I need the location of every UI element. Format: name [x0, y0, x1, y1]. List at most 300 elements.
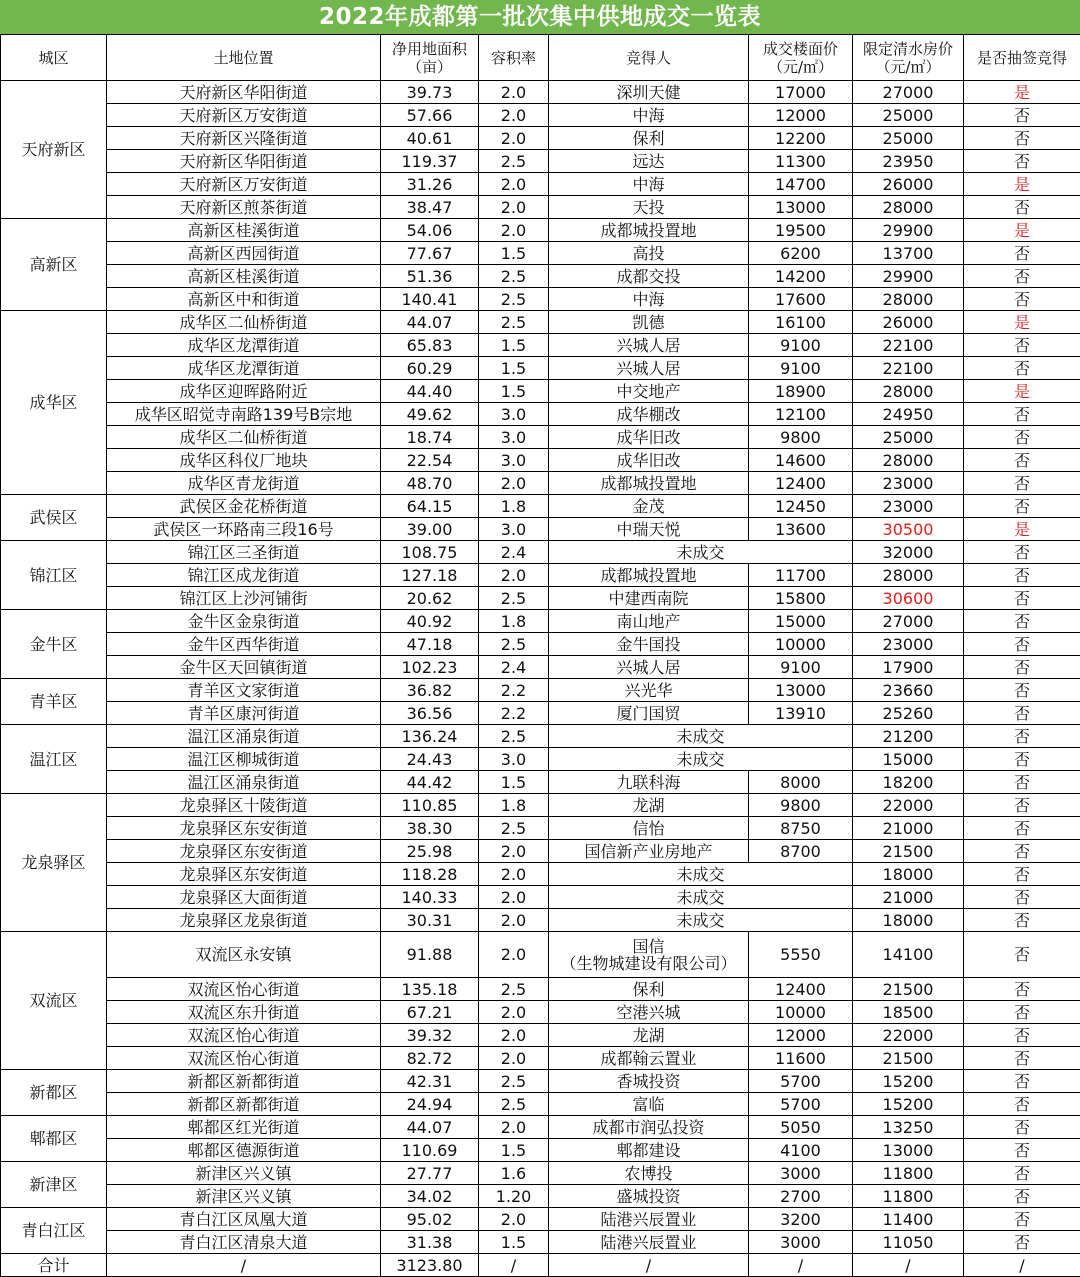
winner-cell: 成都城投置地 — [549, 564, 749, 587]
area-cell: 18.74 — [381, 426, 479, 449]
table-row — [1, 1070, 1080, 1093]
price-cell: 9100 — [749, 334, 853, 357]
table-row — [1, 771, 1080, 794]
location-cell: 青羊区康河街道 — [107, 702, 381, 725]
far-cell: 3.0 — [479, 518, 549, 541]
area-cell: 77.67 — [381, 242, 479, 265]
far-cell: 2.2 — [479, 702, 549, 725]
area-cell: 135.18 — [381, 978, 479, 1001]
far-cell: 1.5 — [479, 242, 549, 265]
district-cell: 温江区 — [1, 725, 107, 794]
far-cell: 2.0 — [479, 886, 549, 909]
location-cell: 双流区怡心街道 — [107, 978, 381, 1001]
unsold-cell: 未成交 — [549, 909, 853, 932]
table-row — [1, 863, 1080, 886]
lottery-cell: 否 — [964, 656, 1080, 679]
lottery-cell: 否 — [964, 1116, 1080, 1139]
table-row — [1, 1185, 1080, 1208]
location-cell: 天府新区华阳街道 — [107, 81, 381, 104]
far-cell: 2.4 — [479, 656, 549, 679]
far-cell: 2.5 — [479, 817, 549, 840]
winner-cell: 中海 — [549, 288, 749, 311]
far-cell: 2.5 — [479, 311, 549, 334]
price-cell: 15000 — [749, 610, 853, 633]
far-cell: 2.5 — [479, 633, 549, 656]
table-row — [1, 1162, 1080, 1185]
far-cell: 3.0 — [479, 426, 549, 449]
table-row — [1, 426, 1080, 449]
lottery-cell: 否 — [964, 1185, 1080, 1208]
table-row — [1, 265, 1080, 288]
cap-price-cell: 15200 — [853, 1070, 964, 1093]
price-cell: 8700 — [749, 840, 853, 863]
cap-price-cell: 13700 — [853, 242, 964, 265]
price-cell: 9100 — [749, 357, 853, 380]
district-cell: 金牛区 — [1, 610, 107, 679]
cap-price-cell: 18000 — [853, 863, 964, 886]
location-cell: 锦江区上沙河铺街 — [107, 587, 381, 610]
far-cell: 2.5 — [479, 1093, 549, 1116]
total-cap: / — [853, 1254, 964, 1277]
cap-price-cell: 18200 — [853, 771, 964, 794]
table-row — [1, 1139, 1080, 1162]
cap-price-cell: 22100 — [853, 334, 964, 357]
table-row — [1, 610, 1080, 633]
area-cell: 110.85 — [381, 794, 479, 817]
area-cell: 34.02 — [381, 1185, 479, 1208]
winner-cell: 国信新产业房地产 — [549, 840, 749, 863]
cap-price-cell: 21200 — [853, 725, 964, 748]
lottery-cell: 否 — [964, 932, 1080, 978]
price-cell: 3000 — [749, 1231, 853, 1254]
table-row — [1, 1093, 1080, 1116]
unsold-cell: 未成交 — [549, 748, 853, 771]
area-cell: 140.33 — [381, 886, 479, 909]
lottery-cell: 否 — [964, 104, 1080, 127]
unsold-cell: 未成交 — [549, 886, 853, 909]
price-cell: 19500 — [749, 219, 853, 242]
far-cell: 2.0 — [479, 219, 549, 242]
unsold-cell: 未成交 — [549, 541, 853, 564]
table-row — [1, 725, 1080, 748]
cap-price-cell: 29900 — [853, 219, 964, 242]
area-cell: 102.23 — [381, 656, 479, 679]
far-cell: 2.0 — [479, 196, 549, 219]
district-cell: 成华区 — [1, 311, 107, 495]
table-row — [1, 541, 1080, 564]
district-cell: 锦江区 — [1, 541, 107, 610]
location-cell: 高新区桂溪街道 — [107, 219, 381, 242]
winner-cell: 成都市润弘投资 — [549, 1116, 749, 1139]
location-cell: 锦江区三圣街道 — [107, 541, 381, 564]
price-cell: 5550 — [749, 932, 853, 978]
winner-cell: 龙湖 — [549, 794, 749, 817]
winner-cell: 兴城人居 — [549, 334, 749, 357]
area-cell: 39.32 — [381, 1024, 479, 1047]
table-row — [1, 656, 1080, 679]
lottery-cell: 否 — [964, 633, 1080, 656]
lottery-cell: 否 — [964, 886, 1080, 909]
district-cell: 高新区 — [1, 219, 107, 311]
cap-price-cell: 28000 — [853, 380, 964, 403]
price-cell: 17600 — [749, 288, 853, 311]
unsold-cell: 未成交 — [549, 725, 853, 748]
lottery-cell: 否 — [964, 426, 1080, 449]
location-cell: 温江区涌泉街道 — [107, 771, 381, 794]
far-cell: 2.5 — [479, 265, 549, 288]
price-cell: 3200 — [749, 1208, 853, 1231]
winner-cell: 陆港兴辰置业 — [549, 1231, 749, 1254]
area-cell: 119.37 — [381, 150, 479, 173]
location-cell: 龙泉驿区东安街道 — [107, 817, 381, 840]
lottery-cell: 否 — [964, 1001, 1080, 1024]
winner-cell: 金牛国投 — [549, 633, 749, 656]
location-cell: 金牛区西华街道 — [107, 633, 381, 656]
winner-cell: 兴光华 — [549, 679, 749, 702]
location-cell: 成华区二仙桥街道 — [107, 311, 381, 334]
lottery-cell: 否 — [964, 725, 1080, 748]
area-cell: 44.07 — [381, 311, 479, 334]
location-cell: 天府新区煎茶街道 — [107, 196, 381, 219]
district-cell: 青白江区 — [1, 1208, 107, 1254]
cap-price-cell: 24950 — [853, 403, 964, 426]
total-row — [1, 1254, 1080, 1277]
location-cell: 青羊区文家街道 — [107, 679, 381, 702]
location-cell: 成华区科仪厂地块 — [107, 449, 381, 472]
total-location: / — [107, 1254, 381, 1277]
price-cell: 12400 — [749, 978, 853, 1001]
cap-price-cell: 25000 — [853, 104, 964, 127]
lottery-cell: 否 — [964, 541, 1080, 564]
winner-cell: 中瑞天悦 — [549, 518, 749, 541]
winner-cell: 盛城投资 — [549, 1185, 749, 1208]
winner-cell: 成华旧改 — [549, 426, 749, 449]
table-row — [1, 150, 1080, 173]
cap-price-cell: 28000 — [853, 449, 964, 472]
lottery-cell: 是 — [964, 380, 1080, 403]
header-area: 净用地面积 （亩） — [381, 35, 479, 81]
cap-price-cell: 32000 — [853, 541, 964, 564]
lottery-cell: 否 — [964, 449, 1080, 472]
area-cell: 118.28 — [381, 863, 479, 886]
lottery-cell: 是 — [964, 81, 1080, 104]
lottery-cell: 否 — [964, 978, 1080, 1001]
table-row — [1, 886, 1080, 909]
table-row — [1, 679, 1080, 702]
cap-price-cell: 15200 — [853, 1093, 964, 1116]
price-cell: 5050 — [749, 1116, 853, 1139]
location-cell: 双流区怡心街道 — [107, 1024, 381, 1047]
lottery-cell: 否 — [964, 1139, 1080, 1162]
location-cell: 郫都区红光街道 — [107, 1116, 381, 1139]
far-cell: 2.5 — [479, 1070, 549, 1093]
table-row — [1, 127, 1080, 150]
location-cell: 新津区兴义镇 — [107, 1162, 381, 1185]
cap-price-cell: 22100 — [853, 357, 964, 380]
table-row — [1, 748, 1080, 771]
area-cell: 91.88 — [381, 932, 479, 978]
price-cell: 12000 — [749, 104, 853, 127]
price-cell: 9800 — [749, 794, 853, 817]
lottery-cell: 否 — [964, 748, 1080, 771]
location-cell: 龙泉驿区大面街道 — [107, 886, 381, 909]
table-row — [1, 518, 1080, 541]
location-cell: 双流区怡心街道 — [107, 1047, 381, 1070]
header-price: 成交楼面价 （元/㎡） — [749, 35, 853, 81]
location-cell: 青白江区凤凰大道 — [107, 1208, 381, 1231]
header-lottery: 是否抽签竞得 — [964, 35, 1080, 81]
location-cell: 天府新区万安街道 — [107, 173, 381, 196]
header-location: 土地位置 — [107, 35, 381, 81]
far-cell: 1.5 — [479, 771, 549, 794]
area-cell: 47.18 — [381, 633, 479, 656]
location-cell: 青白江区清泉大道 — [107, 1231, 381, 1254]
cap-price-cell: 17900 — [853, 656, 964, 679]
district-cell: 武侯区 — [1, 495, 107, 541]
header-far: 容积率 — [479, 35, 549, 81]
area-cell: 127.18 — [381, 564, 479, 587]
winner-cell: 九联科海 — [549, 771, 749, 794]
table-row — [1, 242, 1080, 265]
lottery-cell: 否 — [964, 242, 1080, 265]
price-cell: 16100 — [749, 311, 853, 334]
cap-price-cell: 11050 — [853, 1231, 964, 1254]
price-cell: 8750 — [749, 817, 853, 840]
cap-price-cell: 29900 — [853, 265, 964, 288]
header-row — [1, 35, 1080, 81]
far-cell: 1.5 — [479, 1231, 549, 1254]
table-row — [1, 334, 1080, 357]
header-district: 城区 — [1, 35, 107, 81]
lottery-cell: 否 — [964, 403, 1080, 426]
winner-cell: 金茂 — [549, 495, 749, 518]
area-cell: 31.38 — [381, 1231, 479, 1254]
table-row — [1, 1024, 1080, 1047]
location-cell: 高新区桂溪街道 — [107, 265, 381, 288]
winner-cell: 中建西南院 — [549, 587, 749, 610]
area-cell: 140.41 — [381, 288, 479, 311]
price-cell: 11300 — [749, 150, 853, 173]
area-cell: 110.69 — [381, 1139, 479, 1162]
far-cell: 1.20 — [479, 1185, 549, 1208]
area-cell: 38.30 — [381, 817, 479, 840]
district-cell: 新都区 — [1, 1070, 107, 1116]
price-cell: 12200 — [749, 127, 853, 150]
far-cell: 2.5 — [479, 978, 549, 1001]
location-cell: 新津区兴义镇 — [107, 1185, 381, 1208]
far-cell: 2.0 — [479, 909, 549, 932]
winner-cell: 中交地产 — [549, 380, 749, 403]
cap-price-cell: 23000 — [853, 472, 964, 495]
location-cell: 温江区柳城街道 — [107, 748, 381, 771]
table-row — [1, 104, 1080, 127]
far-cell: 1.6 — [479, 1162, 549, 1185]
winner-cell: 成都翰云置业 — [549, 1047, 749, 1070]
cap-price-cell: 13000 — [853, 1139, 964, 1162]
far-cell: 2.5 — [479, 288, 549, 311]
price-cell: 14200 — [749, 265, 853, 288]
winner-cell: 农博投 — [549, 1162, 749, 1185]
winner-cell: 南山地产 — [549, 610, 749, 633]
cap-price-cell: 22000 — [853, 794, 964, 817]
location-cell: 高新区中和街道 — [107, 288, 381, 311]
winner-cell: 保利 — [549, 127, 749, 150]
location-cell: 双流区永安镇 — [107, 932, 381, 978]
location-cell: 郫都区德源街道 — [107, 1139, 381, 1162]
cap-price-cell: 26000 — [853, 311, 964, 334]
area-cell: 67.21 — [381, 1001, 479, 1024]
area-cell: 82.72 — [381, 1047, 479, 1070]
price-cell: 6200 — [749, 242, 853, 265]
price-cell: 12450 — [749, 495, 853, 518]
table-row — [1, 449, 1080, 472]
unsold-cell: 未成交 — [549, 863, 853, 886]
price-cell: 10000 — [749, 1001, 853, 1024]
winner-cell: 中海 — [549, 173, 749, 196]
lottery-cell: 是 — [964, 518, 1080, 541]
cap-price-cell: 23000 — [853, 495, 964, 518]
table-row — [1, 1231, 1080, 1254]
table-body — [1, 35, 1080, 1277]
lottery-cell: 否 — [964, 472, 1080, 495]
area-cell: 36.56 — [381, 702, 479, 725]
cap-price-cell: 25000 — [853, 127, 964, 150]
price-cell: 11600 — [749, 1047, 853, 1070]
total-area: 3123.80 — [381, 1254, 479, 1277]
far-cell: 2.0 — [479, 1116, 549, 1139]
cap-price-cell: 22000 — [853, 1024, 964, 1047]
winner-cell: 郫都建设 — [549, 1139, 749, 1162]
cap-price-cell: 18000 — [853, 909, 964, 932]
district-cell: 新津区 — [1, 1162, 107, 1208]
cap-price-cell: 30500 — [853, 518, 964, 541]
table-row — [1, 1116, 1080, 1139]
lottery-cell: 否 — [964, 564, 1080, 587]
cap-price-cell: 21000 — [853, 817, 964, 840]
cap-price-cell: 21500 — [853, 978, 964, 1001]
area-cell: 60.29 — [381, 357, 479, 380]
location-cell: 温江区涌泉街道 — [107, 725, 381, 748]
area-cell: 57.66 — [381, 104, 479, 127]
area-cell: 39.73 — [381, 81, 479, 104]
area-cell: 30.31 — [381, 909, 479, 932]
far-cell: 2.0 — [479, 564, 549, 587]
location-cell: 龙泉驿区十陵街道 — [107, 794, 381, 817]
winner-cell: 深圳天健 — [549, 81, 749, 104]
lottery-cell: 否 — [964, 357, 1080, 380]
area-cell: 22.54 — [381, 449, 479, 472]
price-cell: 18900 — [749, 380, 853, 403]
table-row — [1, 380, 1080, 403]
far-cell: 2.0 — [479, 472, 549, 495]
lottery-cell: 否 — [964, 587, 1080, 610]
lottery-cell: 否 — [964, 1231, 1080, 1254]
lottery-cell: 否 — [964, 288, 1080, 311]
location-cell: 成华区龙潭街道 — [107, 357, 381, 380]
lottery-cell: 是 — [964, 219, 1080, 242]
location-cell: 龙泉驿区龙泉街道 — [107, 909, 381, 932]
cap-price-cell: 23000 — [853, 633, 964, 656]
location-cell: 成华区迎晖路附近 — [107, 380, 381, 403]
cap-price-cell: 21000 — [853, 886, 964, 909]
cap-price-cell: 27000 — [853, 610, 964, 633]
lottery-cell: 否 — [964, 150, 1080, 173]
table-row — [1, 978, 1080, 1001]
lottery-cell: 否 — [964, 679, 1080, 702]
location-cell: 金牛区天回镇街道 — [107, 656, 381, 679]
lottery-cell: 否 — [964, 840, 1080, 863]
winner-cell: 信怡 — [549, 817, 749, 840]
location-cell: 成华区龙潭街道 — [107, 334, 381, 357]
cap-price-cell: 23660 — [853, 679, 964, 702]
price-cell: 9100 — [749, 656, 853, 679]
location-cell: 龙泉驿区东安街道 — [107, 840, 381, 863]
table-row — [1, 794, 1080, 817]
table-row — [1, 1208, 1080, 1231]
price-cell: 13000 — [749, 196, 853, 219]
total-far: / — [479, 1254, 549, 1277]
cap-price-cell: 11400 — [853, 1208, 964, 1231]
price-cell: 8000 — [749, 771, 853, 794]
winner-cell: 富临 — [549, 1093, 749, 1116]
area-cell: 54.06 — [381, 219, 479, 242]
area-cell: 36.82 — [381, 679, 479, 702]
total-winner: / — [549, 1254, 749, 1277]
total-label: 合计 — [1, 1254, 107, 1277]
table-row — [1, 932, 1080, 978]
table-row — [1, 173, 1080, 196]
area-cell: 44.42 — [381, 771, 479, 794]
location-cell: 双流区东升街道 — [107, 1001, 381, 1024]
price-cell: 12400 — [749, 472, 853, 495]
cap-price-cell: 11800 — [853, 1185, 964, 1208]
cap-price-cell: 28000 — [853, 196, 964, 219]
winner-cell: 兴城人居 — [549, 357, 749, 380]
lottery-cell: 否 — [964, 794, 1080, 817]
far-cell: 1.8 — [479, 495, 549, 518]
price-cell: 13000 — [749, 679, 853, 702]
far-cell: 2.0 — [479, 932, 549, 978]
far-cell: 2.0 — [479, 127, 549, 150]
area-cell: 136.24 — [381, 725, 479, 748]
far-cell: 1.5 — [479, 334, 549, 357]
cap-price-cell: 11800 — [853, 1162, 964, 1185]
table-row — [1, 219, 1080, 242]
area-cell: 25.98 — [381, 840, 479, 863]
price-cell: 14700 — [749, 173, 853, 196]
area-cell: 40.92 — [381, 610, 479, 633]
area-cell: 24.94 — [381, 1093, 479, 1116]
winner-cell: 成都交投 — [549, 265, 749, 288]
far-cell: 2.0 — [479, 81, 549, 104]
cap-price-cell: 23950 — [853, 150, 964, 173]
winner-cell: 成华旧改 — [549, 449, 749, 472]
lottery-cell: 否 — [964, 1070, 1080, 1093]
district-cell: 龙泉驿区 — [1, 794, 107, 932]
lottery-cell: 否 — [964, 1162, 1080, 1185]
area-cell: 49.62 — [381, 403, 479, 426]
cap-price-cell: 21500 — [853, 840, 964, 863]
table-row — [1, 288, 1080, 311]
lottery-cell: 否 — [964, 702, 1080, 725]
table-row — [1, 196, 1080, 219]
lottery-cell: 否 — [964, 1047, 1080, 1070]
far-cell: 2.0 — [479, 1001, 549, 1024]
far-cell: 2.5 — [479, 587, 549, 610]
winner-cell: 高投 — [549, 242, 749, 265]
area-cell: 27.77 — [381, 1162, 479, 1185]
far-cell: 2.0 — [479, 863, 549, 886]
